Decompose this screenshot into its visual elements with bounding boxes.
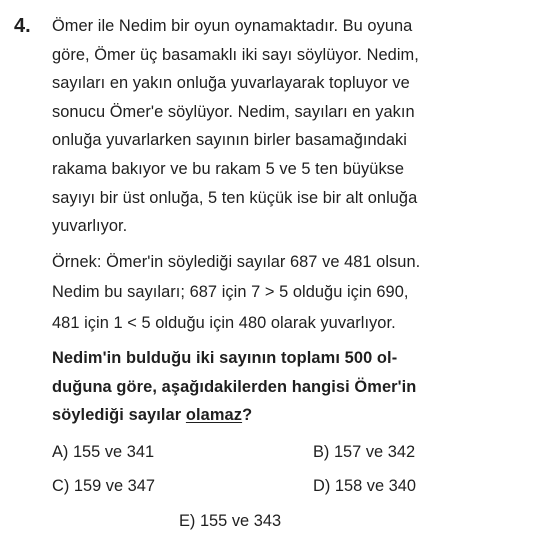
- stem-line: onluğa yuvarlarken sayının birler basamağındaki: [52, 131, 407, 150]
- stem-line: sonucu Ömer'e söylüyor. Nedim, sayıları en yakın: [52, 102, 415, 121]
- example-line: 481 için 1 < 5 olduğu için 480 olarak yuvarlıyor.: [52, 313, 396, 332]
- prompt-last-suffix: ?: [242, 406, 253, 425]
- question-content: [52, 12, 530, 430]
- prompt-emphasis: olamaz: [185, 406, 243, 425]
- example-line: Örnek: Ömer'in söylediği sayılar 687 ve 481 olsun.: [52, 252, 421, 271]
- option-c[interactable]: C) 159 ve 347: [52, 477, 155, 495]
- example-line: Nedim bu sayıları; 687 için 7 > 5 olduğu için 690,: [52, 283, 409, 302]
- option-a[interactable]: A) 155 ve 341: [52, 443, 155, 461]
- option-e[interactable]: E) 155 ve 343: [179, 512, 282, 530]
- stem-line: sayıyı bir üst onluğa, 5 ten küçük ise bir alt onluğa: [52, 188, 418, 207]
- stem-line: rakama bakıyor ve bu rakam 5 ve 5 ten büyükse: [52, 159, 405, 178]
- example-block: [52, 247, 530, 339]
- stem-line: göre, Ömer üç basamaklı iki sayı söylüyor. Nedim,: [52, 45, 419, 64]
- question-number: 4.: [14, 15, 31, 37]
- stem-line: yuvarlıyor.: [52, 217, 128, 236]
- option-b[interactable]: B) 157 ve 342: [313, 443, 416, 461]
- prompt-last-prefix: söylediği sayılar: [52, 406, 186, 425]
- option-d[interactable]: D) 158 ve 340: [313, 477, 416, 495]
- prompt-line-last: [52, 401, 530, 430]
- stem-line: sayıları en yakın onluğa yuvarlayarak topluyor ve: [52, 74, 410, 93]
- question-prompt: [52, 344, 530, 430]
- question-stem: [52, 12, 530, 241]
- stem-line: Ömer ile Nedim bir oyun oynamaktadır. Bu oyuna: [52, 17, 413, 35]
- prompt-line: duğuna göre, aşağıdakilerden hangisi Ömer'in: [52, 377, 417, 396]
- prompt-line: Nedim'in bulduğu iki sayının toplamı 500 ol-: [52, 349, 398, 368]
